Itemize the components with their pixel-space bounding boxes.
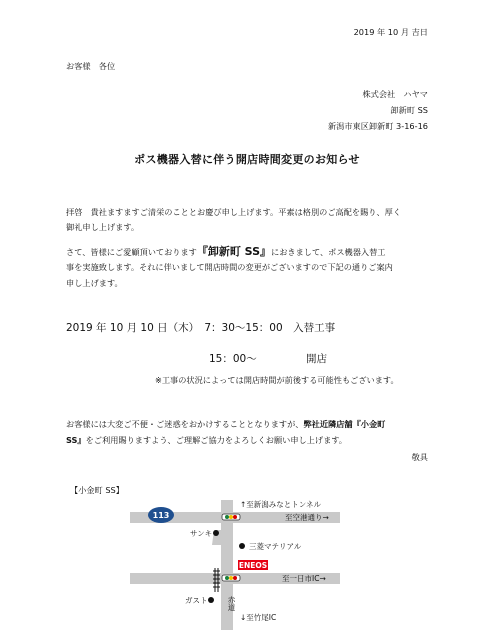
marker-gust xyxy=(208,597,214,603)
route-number: 113 xyxy=(152,511,170,520)
label-mitsubishi-material: 三菱マテリアル xyxy=(249,542,302,551)
schedule-note: ※工事の状況によっては開店時間が前後する可能性もございます。 xyxy=(155,375,399,385)
notice-line-3: 申し上げます。 xyxy=(66,278,123,288)
apology-text-pre: お客様には大変ご不便・ご迷惑をおかけすることとなりますが、 xyxy=(66,419,304,429)
label-airport-street: 至空港通り→ xyxy=(285,513,329,522)
traffic-signal-upper xyxy=(222,514,240,520)
store-name-highlight: 『卸新町 SS』 xyxy=(196,245,272,258)
label-akamichi: 赤道 xyxy=(227,596,236,611)
apology-text-post: をご利用賜りますよう、ご理解ご協力をよろしくお願い申し上げます。 xyxy=(85,435,347,445)
nearby-store-highlight-2: SS』 xyxy=(66,435,86,445)
marker-sanki xyxy=(213,530,219,536)
document-title: ポス機器入替に伴う開店時間変更のお知らせ xyxy=(134,153,360,166)
greeting-line-1: 拝啓 貴社ますますご清栄のこととお慶び申し上げます。平素は格別のご高配を賜り、厚く xyxy=(66,207,402,217)
sender-company: 株式会社 ハヤマ xyxy=(362,89,428,99)
construction-schedule: 2019 年 10 月 10 日（木） 7：30～15：00 入替工事 xyxy=(66,322,336,334)
label-gust: ガスト xyxy=(185,596,208,605)
eneos-sign xyxy=(238,560,268,570)
closing-remark: 敬具 xyxy=(411,452,428,462)
label-sanki: サンキ xyxy=(190,529,213,538)
notice-text-post: におきまして、ポス機器入替工 xyxy=(271,247,386,257)
traffic-signal-lower xyxy=(222,575,240,581)
greeting-line-2: 御礼申し上げます。 xyxy=(66,222,140,232)
route-113-badge xyxy=(148,507,174,523)
marker-sanryo xyxy=(239,543,245,549)
nearby-store-highlight-1: 弊社近隣店舗『小金町 xyxy=(303,419,386,429)
issue-date: 2019 年 10 月 吉日 xyxy=(353,27,428,37)
label-ichinichiichi-ic: 至一日市IC→ xyxy=(282,574,326,583)
open-label: 開店 xyxy=(306,353,327,365)
map-heading: 【小金町 SS】 xyxy=(70,485,124,495)
sender-address: 新潟市東区卸新町 3-16-16 xyxy=(327,121,428,131)
label-minato-tunnel: ↑至新潟みなとトンネル xyxy=(240,500,322,509)
notice-line-2: 事を実施致します。それに伴いまして開店時間の変更がございますので下記の通りご案内 xyxy=(66,262,393,272)
sender-station: 卸新町 SS xyxy=(390,105,428,115)
eneos-label: ENEOS xyxy=(238,561,268,570)
open-time: 15：00～ xyxy=(209,353,257,365)
addressee: お客様 各位 xyxy=(66,61,116,71)
label-takeo-ic: ↓至竹尾IC xyxy=(240,613,277,622)
notice-text-pre: さて、皆様にご愛顧頂いております xyxy=(66,247,197,257)
